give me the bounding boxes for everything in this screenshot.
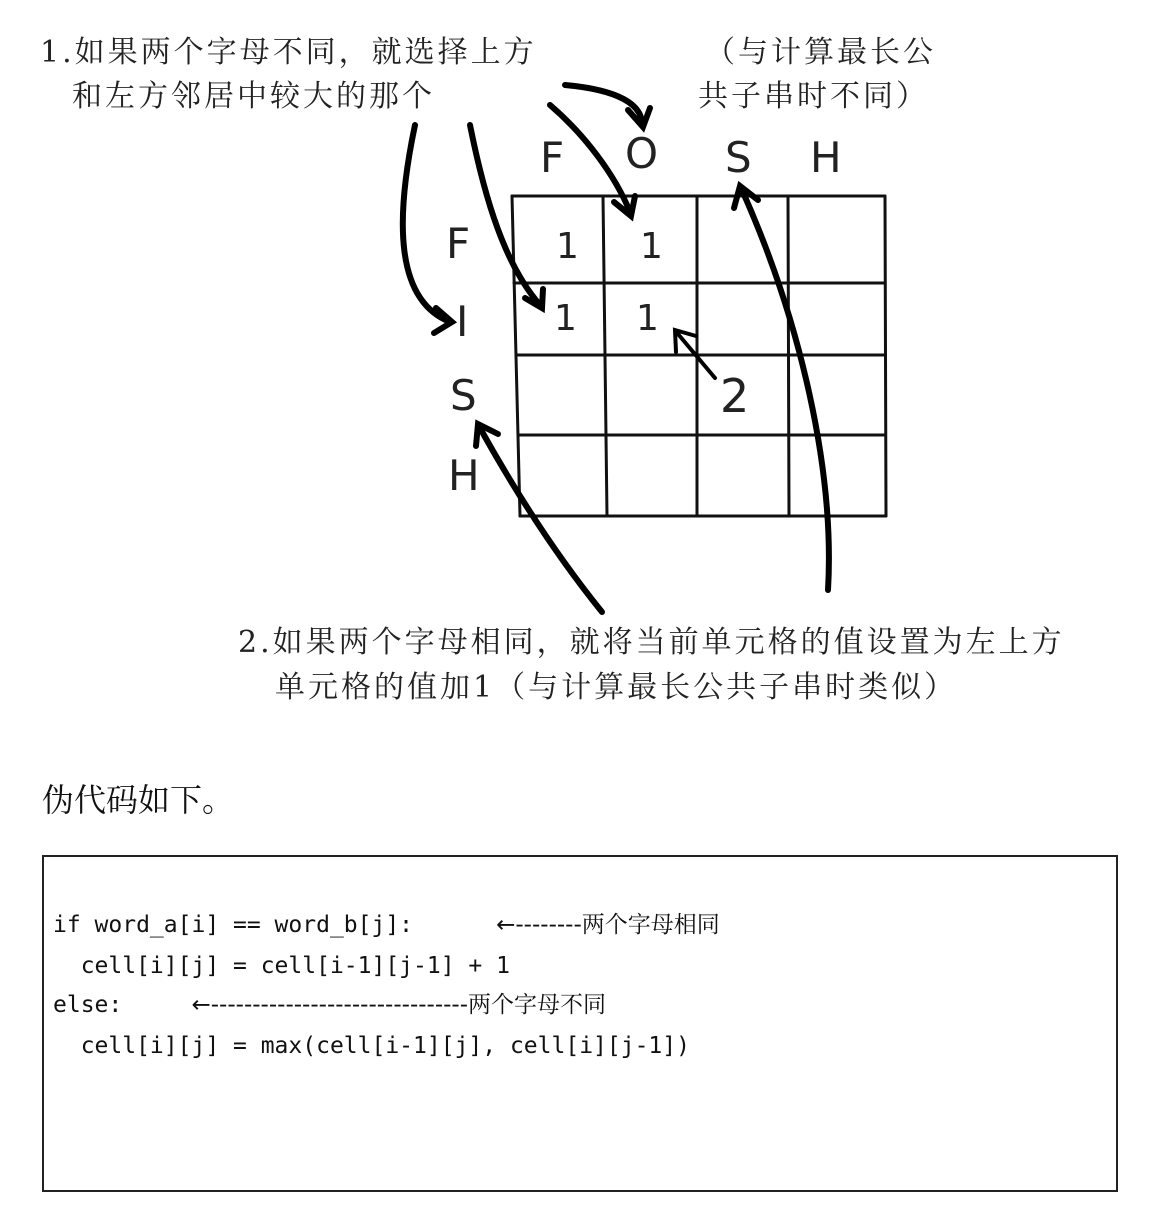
callout-number: 2 bbox=[720, 369, 750, 423]
row-header: H bbox=[448, 451, 480, 500]
code-line: cell[i][j] = max(cell[i-1][j], cell[i][j-1]) bbox=[53, 1033, 690, 1059]
note-same-letters-line2: 单元格的值加1（与计算最长公共子串时类似） bbox=[275, 670, 958, 705]
arrow-to-I-row bbox=[403, 125, 452, 333]
note-same-letters-line1: 2.如果两个字母相同，就将当前单元格的值设置为左上方 bbox=[238, 625, 1065, 660]
arrow-to-cell-1-0 bbox=[470, 125, 543, 308]
pseudocode-block bbox=[42, 855, 1118, 1192]
grid-cell: 1 bbox=[640, 226, 663, 267]
note-different-letters-line1: 1.如果两个字母不同，就选择上方 bbox=[40, 35, 537, 70]
column-header: S bbox=[725, 133, 752, 182]
row-header: S bbox=[450, 371, 477, 420]
note-aside-line2: 共子串时不同） bbox=[698, 79, 929, 114]
column-header: H bbox=[810, 133, 842, 182]
code-line: if word_a[i] == word_b[j]: ←--------两个字母相同 bbox=[53, 912, 720, 938]
intro-text: 伪代码如下。 bbox=[42, 781, 235, 819]
row-header: F bbox=[446, 219, 471, 268]
note-aside-line1: （与计算最长公 bbox=[705, 35, 936, 70]
grid-cell: 1 bbox=[636, 298, 659, 339]
grid-cell: 1 bbox=[556, 226, 579, 267]
column-header: F bbox=[540, 133, 565, 182]
row-header: I bbox=[456, 297, 469, 346]
code-line: else: ←-------------------------------两个字母不同 bbox=[53, 992, 607, 1018]
code-line: cell[i][j] = cell[i-1][j-1] + 1 bbox=[53, 953, 510, 979]
arrow-to-S-row bbox=[476, 424, 602, 612]
grid-cell: 1 bbox=[554, 298, 577, 339]
column-header: O bbox=[625, 129, 659, 178]
note-different-letters-line2: 和左方邻居中较大的那个 bbox=[72, 79, 435, 114]
arrow-to-O-header bbox=[565, 85, 650, 127]
